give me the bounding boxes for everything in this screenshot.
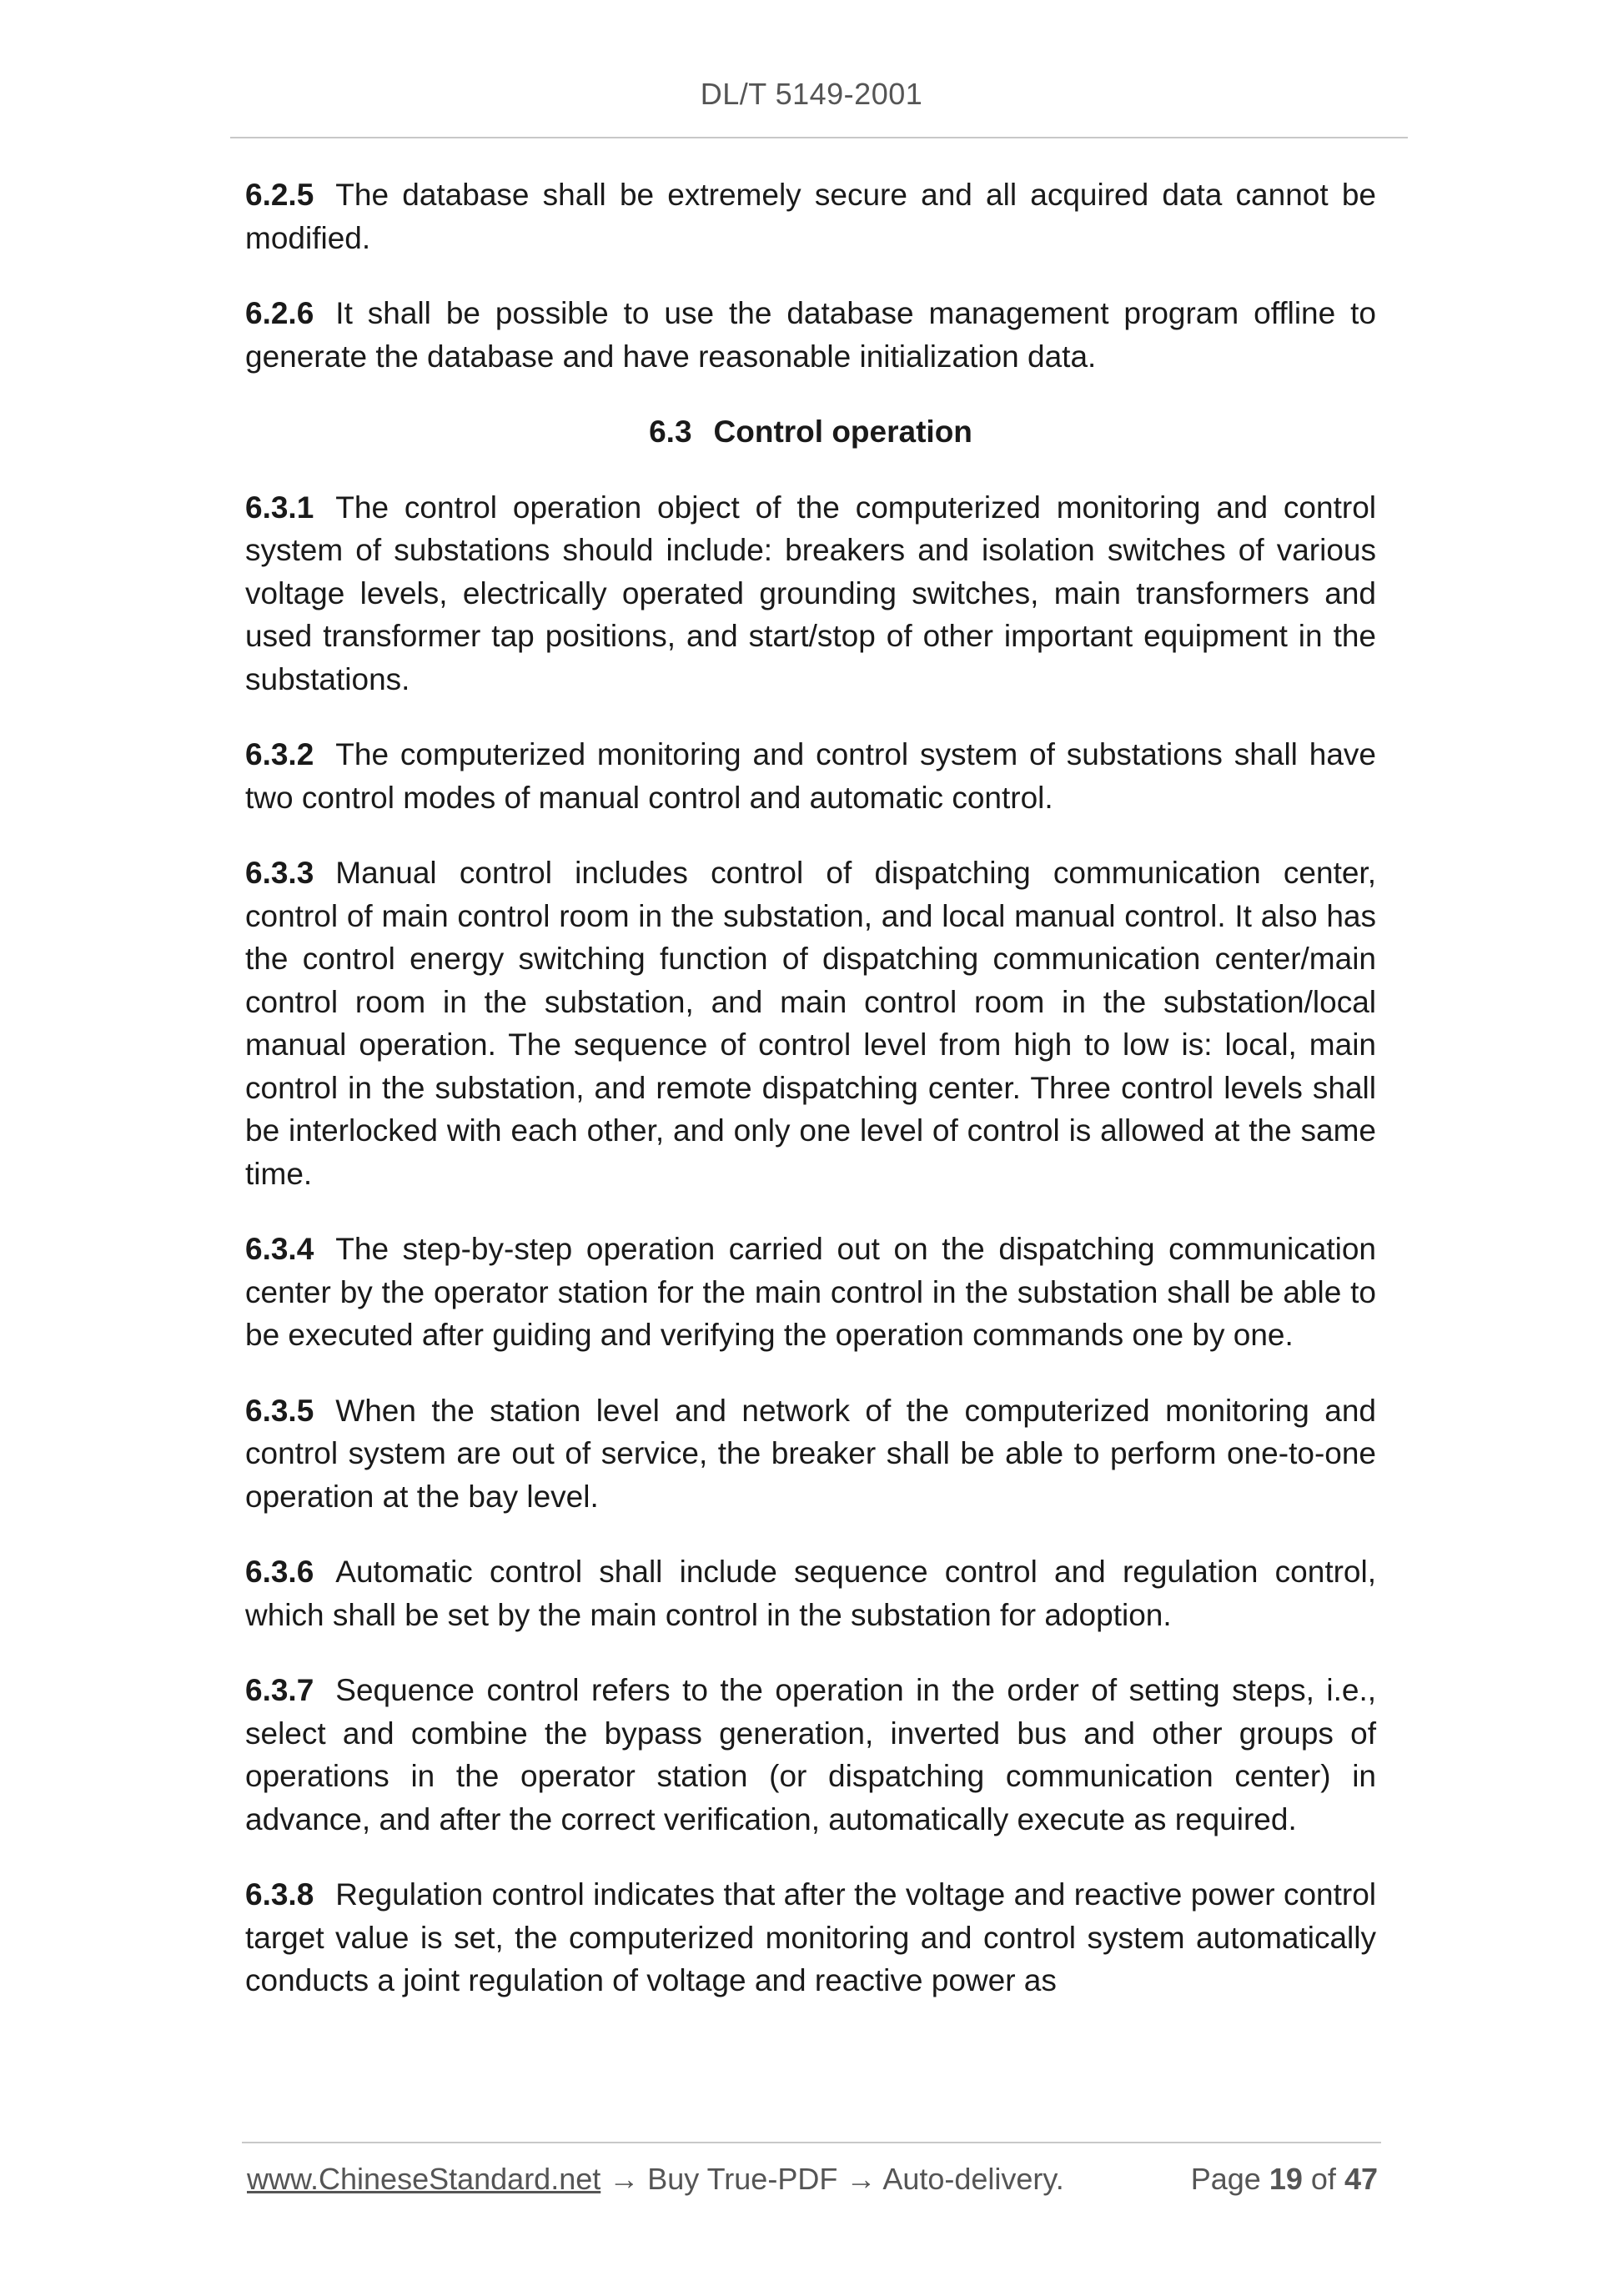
of-label: of xyxy=(1310,2162,1336,2196)
clause-number: 6.3.6 xyxy=(245,1555,314,1589)
clause-6-2-6 xyxy=(245,292,1376,378)
clause-text: Sequence control refers to the operation in the order of setting steps, i.e., select and combine the bypass generation, inverted bus and other groups of operations in the operator station (or dispatching communication center) in advance, and after the correct verification, automatically execute as required. xyxy=(245,1673,1376,1836)
clause-number: 6.3.2 xyxy=(245,737,314,771)
document-code-header: DL/T 5149-2001 xyxy=(700,77,923,111)
page-footer xyxy=(247,2162,1378,2197)
clause-number: 6.3.3 xyxy=(245,856,314,890)
clause-text: It shall be possible to use the database management program offline to generate the database and have reasonable initialization data. xyxy=(245,296,1376,374)
clause-number: 6.3.8 xyxy=(245,1877,314,1912)
clause-text: When the station level and network of the computerized monitoring and control system are out of service, the breaker shall be able to perform one-to-one operation at the bay level. xyxy=(245,1393,1376,1514)
clause-6-3-7 xyxy=(245,1669,1376,1841)
header-divider xyxy=(230,137,1408,138)
clause-text: The computerized monitoring and control system of substations shall have two control modes of manual control and automatic control. xyxy=(245,737,1376,815)
total-page-count: 47 xyxy=(1344,2162,1378,2196)
clause-text: Manual control includes control of dispatching communication center, control of main control room in the substation, and local manual control. It also has the control energy switching function of dispatching communication center/main control room in the substation, and main control room in the substation/local manual operation. The sequence of control level from high to low is: local, main control in the substation, and remote dispatching center. Three control levels shall be interlocked with each other, and only one level of control is allowed at the same time. xyxy=(245,856,1376,1191)
clause-6-3-4 xyxy=(245,1228,1376,1357)
clause-number: 6.3.5 xyxy=(245,1393,314,1428)
website-link[interactable]: www.ChineseStandard.net xyxy=(247,2162,601,2196)
clause-number: 6.2.6 xyxy=(245,296,314,330)
section-title: Control operation xyxy=(713,414,972,449)
clause-text: Automatic control shall include sequence control and regulation control, which shall be set by the main control in the substation for adoption. xyxy=(245,1555,1376,1632)
clause-6-3-3 xyxy=(245,852,1376,1195)
section-heading-6-3 xyxy=(245,410,1376,454)
clause-number: 6.3.4 xyxy=(245,1232,314,1266)
clause-number: 6.2.5 xyxy=(245,178,314,212)
clause-6-3-6 xyxy=(245,1550,1376,1636)
current-page-number: 19 xyxy=(1269,2162,1303,2196)
clause-text: The step-by-step operation carried out on the dispatching communication center by the operator station for the main control in the substation shall be able to be executed after guiding and verifying the operation commands one by one. xyxy=(245,1232,1376,1352)
clause-6-3-8 xyxy=(245,1873,1376,2002)
promo-text: → Buy True-PDF → Auto-delivery. xyxy=(600,2162,1064,2196)
page-indicator xyxy=(1191,2162,1378,2197)
page-label: Page xyxy=(1190,2162,1261,2196)
clause-text: The database shall be extremely secure and all acquired data cannot be modified. xyxy=(245,178,1376,255)
section-number: 6.3 xyxy=(649,414,692,449)
document-body xyxy=(245,173,1376,2035)
clause-6-3-5 xyxy=(245,1389,1376,1519)
clause-6-3-1 xyxy=(245,486,1376,701)
footer-divider xyxy=(242,2142,1381,2143)
clause-6-3-2 xyxy=(245,733,1376,819)
clause-text: Regulation control indicates that after the voltage and reactive power control target value is set, the computerized monitoring and control system automatically conducts a joint regulation of voltage and reactive power as xyxy=(245,1877,1376,1997)
clause-6-2-5 xyxy=(245,173,1376,259)
clause-text: The control operation object of the computerized monitoring and control system of substations should include: breakers and isolation switches of various voltage levels, electrically operated grounding switches, main transformers and used transformer tap positions, and start/stop of other important equipment in the substations. xyxy=(245,490,1376,696)
clause-number: 6.3.1 xyxy=(245,490,314,525)
clause-number: 6.3.7 xyxy=(245,1673,314,1707)
